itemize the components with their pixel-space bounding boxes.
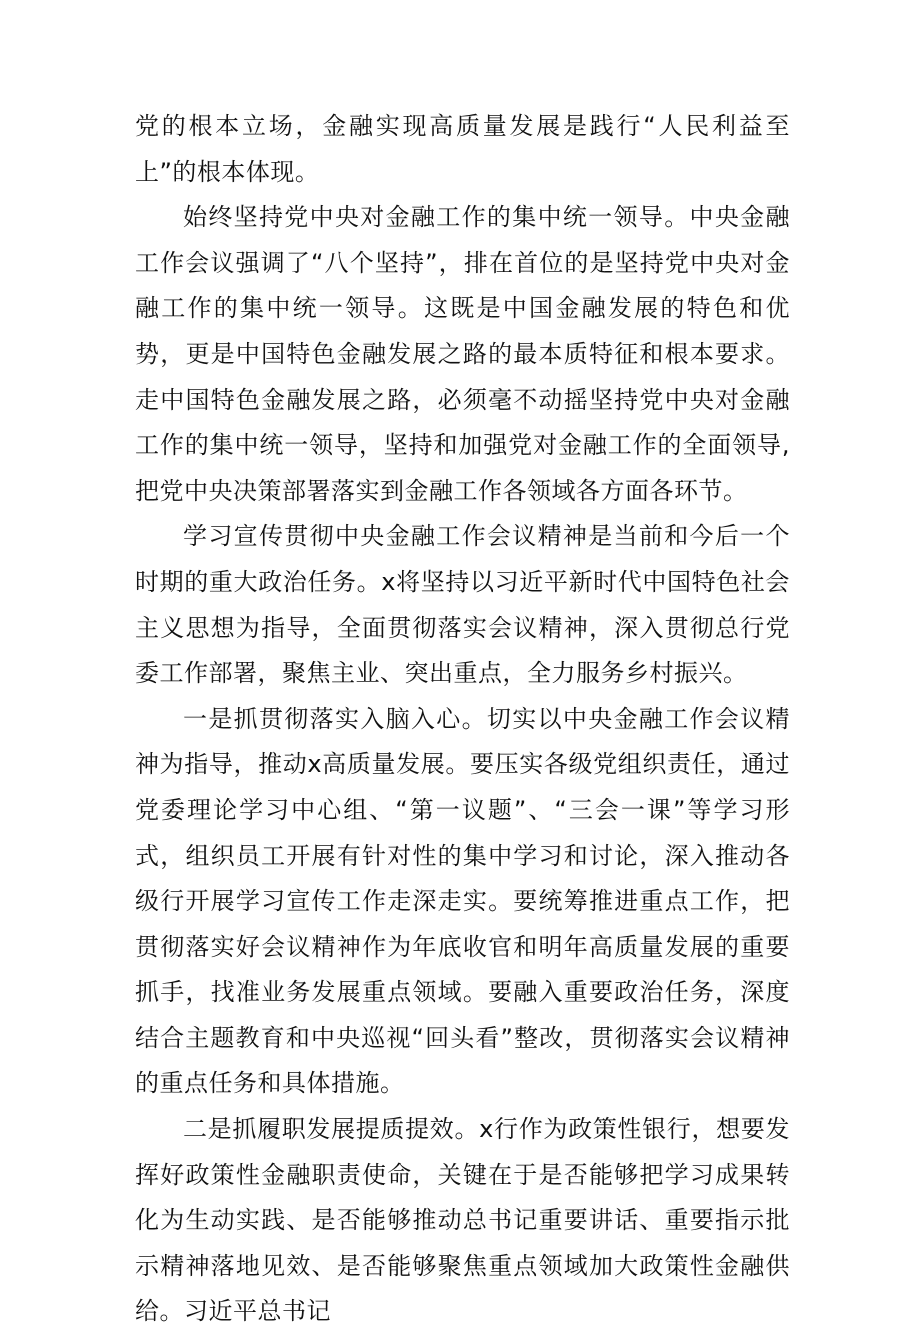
paragraph-party-leadership: 始终坚持党中央对金融工作的集中统一领导。中央金融工作会议强调了“八个坚持”，排在首位的是坚持党中央对金融工作的集中统一领导。这既是中国金融发展的特色和优势，更是中国特色金融发展之路的最本质特征和根本要求。走中国特色金融发展之路，必须毫不动摇坚持党中央对金融工作的集中统一领导，坚持和加强党对金融工作的全面领导,把党中央决策部署落实到金融工作各领域各方面各环节。: [135, 203, 790, 505]
document-body: [135, 104, 790, 1335]
paragraph-continuation: 党的根本立场，金融实现高质量发展是践行“人民利益至上”的根本体现。: [135, 112, 790, 186]
paragraph-political-task: 学习宣传贯彻中央金融工作会议精神是当前和今后一个时期的重大政治任务。x将坚持以习近平新时代中国特色社会主义思想为指导，全面贯彻落实会议精神，深入贯彻总行党委工作部署，聚焦主业、突出重点，全力服务乡村振兴。: [135, 522, 790, 688]
paragraph-point-one: 一是抓贯彻落实入脑入心。切实以中央金融工作会议精神为指导，推动x高质量发展。要压实各级党组织责任，通过党委理论学习中心组、“第一议题”、“三会一课”等学习形式，组织员工开展有针对性的集中学习和讨论，深入推动各级行开展学习宣传工作走深走实。要统筹推进重点工作，把贯彻落实好会议精神作为年底收官和明年高质量发展的重要抓手，找准业务发展重点领域。要融入重要政治任务，深度结合主题教育和中央巡视“回头看”整改，贯彻落实会议精神的重点任务和具体措施。: [135, 704, 790, 1098]
paragraph-point-two: 二是抓履职发展提质提效。x行作为政策性银行，想要发挥好政策性金融职责使命，关键在于是否能够把学习成果转化为生动实践、是否能够推动总书记重要讲话、重要指示批示精神落地见效、是否能够聚焦重点领域加大政策性金融供给。习近平总书记: [135, 1115, 790, 1326]
